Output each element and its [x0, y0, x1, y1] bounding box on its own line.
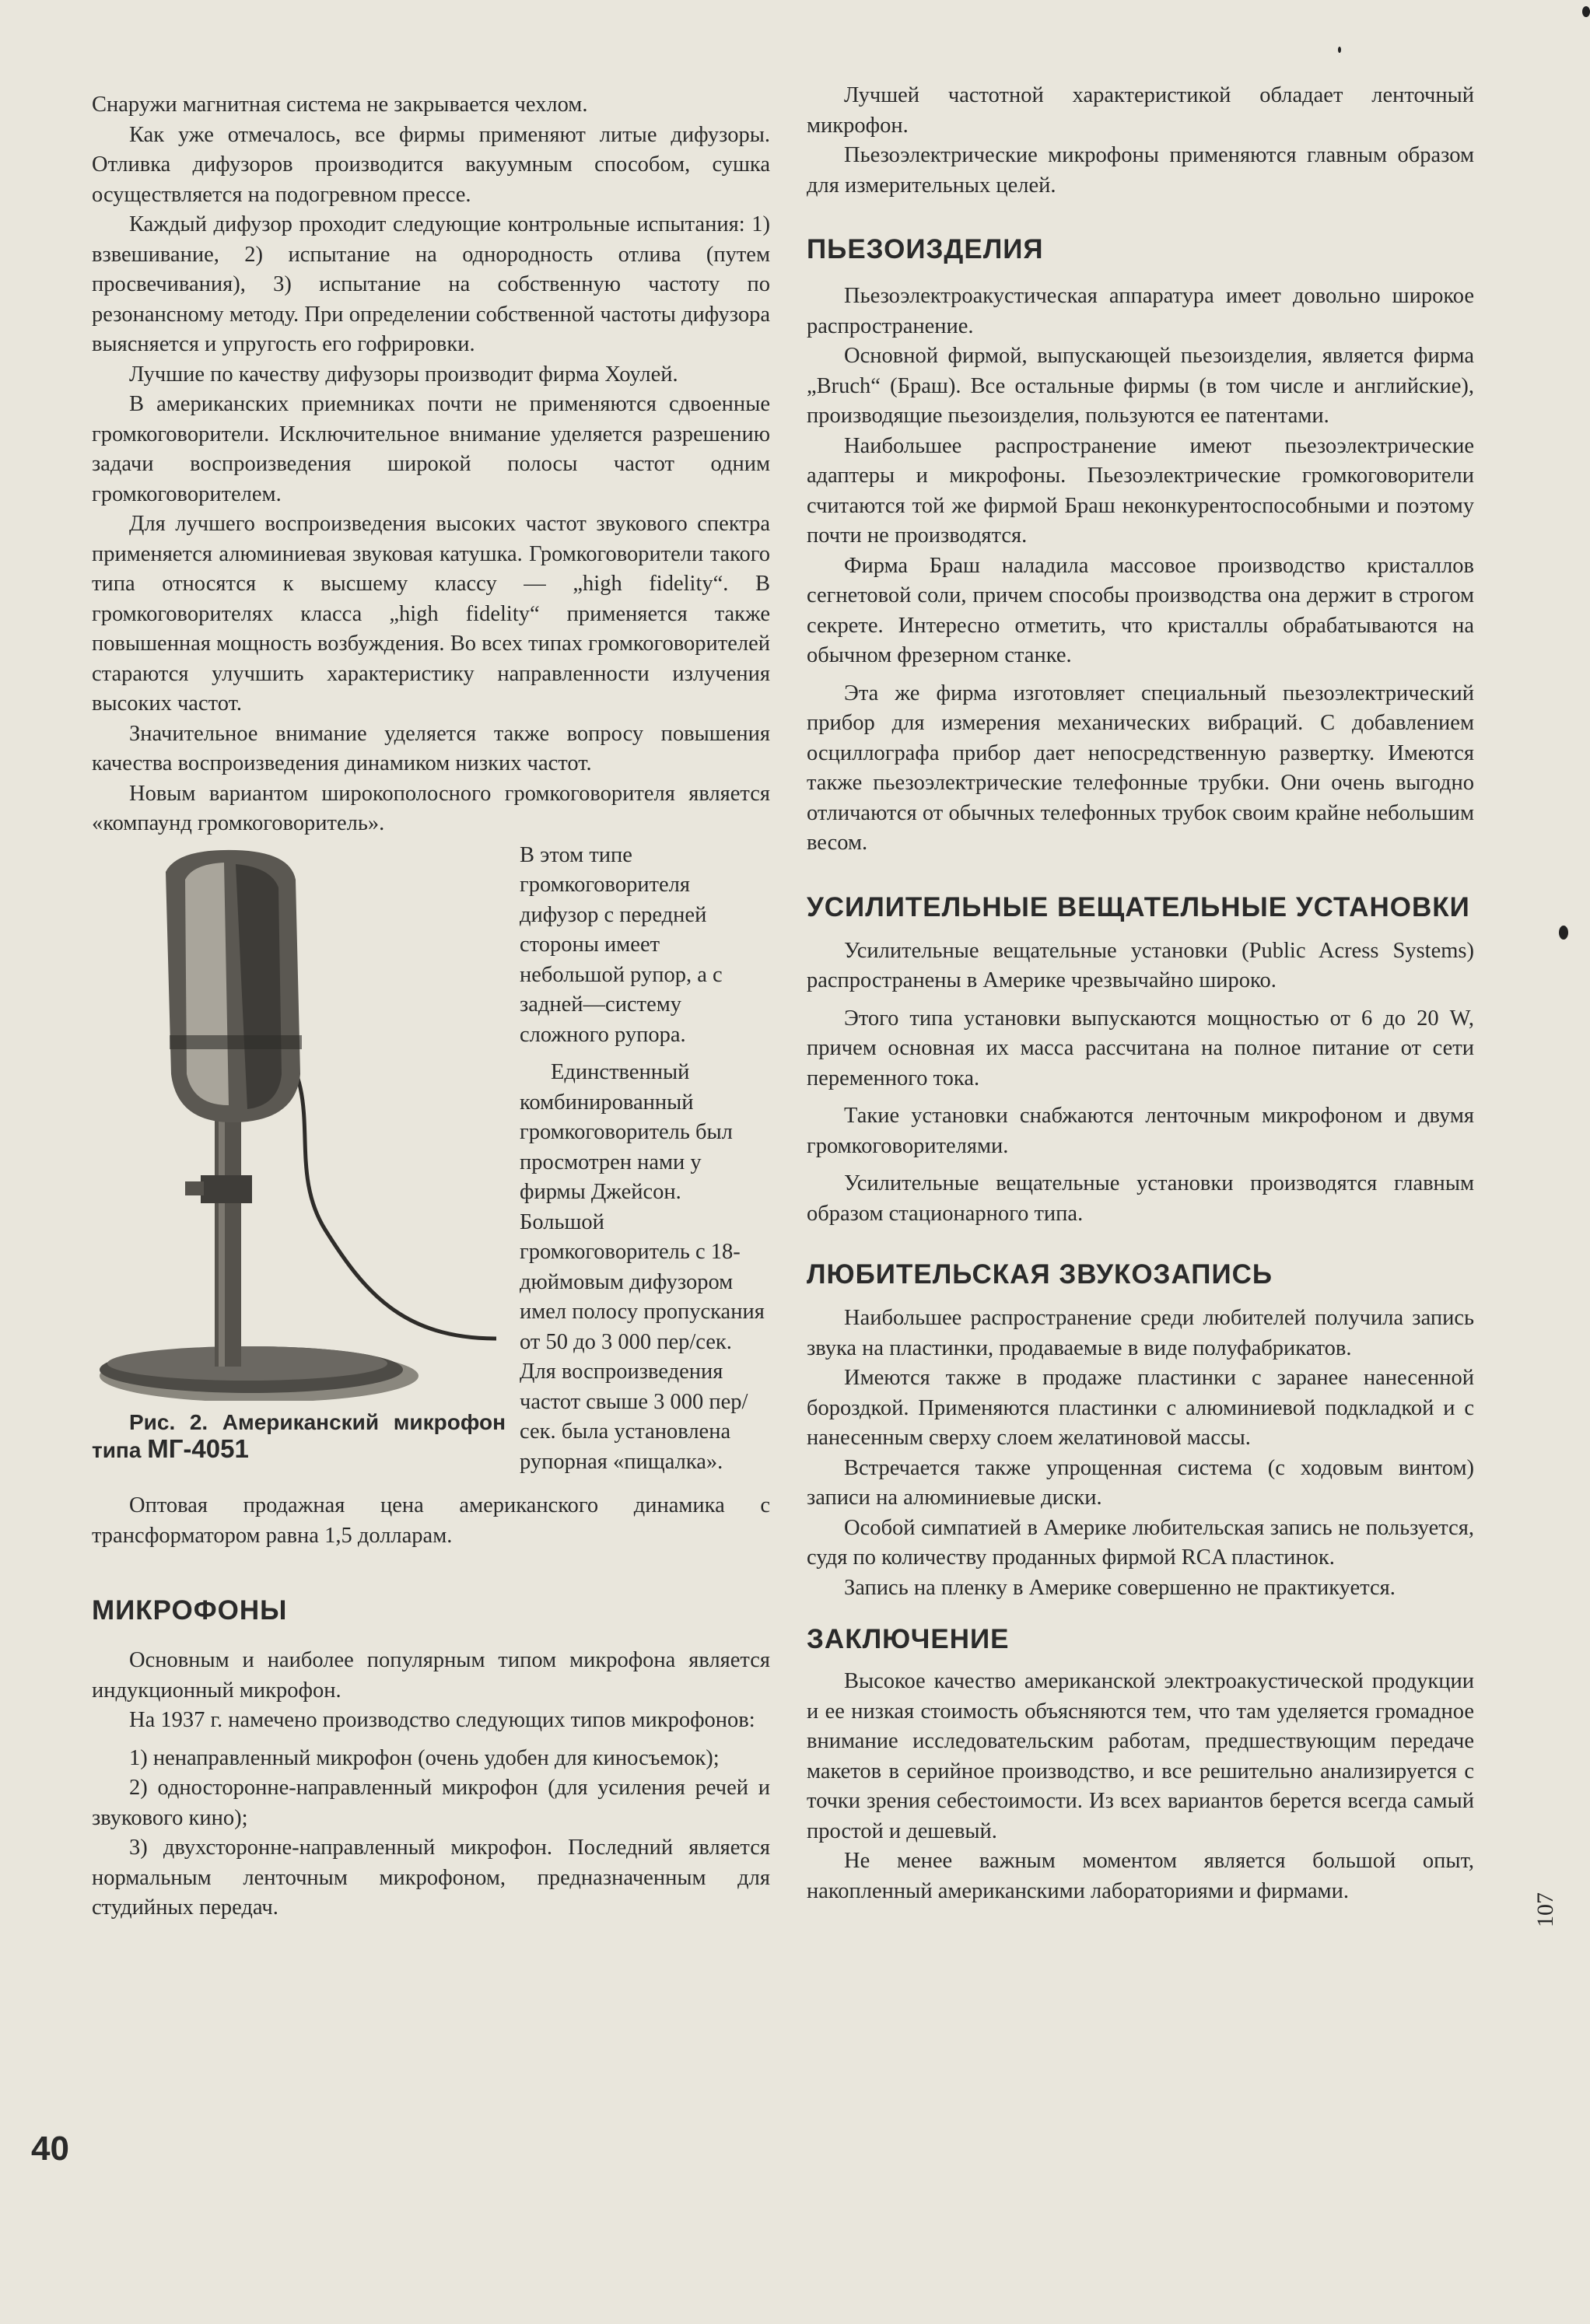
- paragraph: Усилительные вещательные установки (Public Acress Systems) распространены в Америке чрезвычайно широко.: [807, 938, 1474, 992]
- paragraph: Не менее важным моментом является большой опыт, накопленный американскими лабораториями и фирмами.: [807, 1849, 1474, 1903]
- paragraph: Запись на пленку в Америке совершенно не практикуется.: [844, 1575, 1396, 1600]
- paragraph: Лучшие по качеству дифузоры производит фирма Хоулей.: [129, 362, 678, 387]
- figure-caption: [92, 1409, 506, 1464]
- caption-text: Рис. 2. Американский микрофон типа: [92, 1410, 506, 1462]
- paragraph: Пьезоэлектрические микрофоны применяются главным образом для измерительных целей.: [807, 143, 1474, 198]
- left-column: [92, 90, 770, 1923]
- paragraph: Основным и наиболее популярным типом микрофона является индукционный микрофон.: [92, 1648, 770, 1703]
- paragraph: Усилительные вещательные установки производятся главным образом стационарного типа.: [807, 1171, 1474, 1226]
- list-item: 3) двухсторонне-направленный микрофон. Последний является нормальным ленточным микрофоном, предназначенным для студийных передач.: [92, 1836, 770, 1920]
- paragraph: Снаружи магнитная система не закрывается чехлом.: [92, 93, 588, 117]
- section-heading-piezo: ПЬЕЗОИЗДЕЛИЯ: [807, 234, 1044, 264]
- paragraph: В этом типе громкоговорителя дифузор с передней стороны имеет небольшой рупор, а с задней—систему сложного рупора.: [520, 842, 723, 1047]
- paragraph: Как уже отмечалось, все фирмы применяют литые дифузоры. Отливка дифузоров производится вакуумным способом, сушка осуществляется на подогревном прессе.: [92, 122, 770, 207]
- section-heading-microphones: МИКРОФОНЫ: [92, 1595, 288, 1626]
- paragraph: Встречается также упрощенная система (с ходовым винтом) записи на алюминиевые диски.: [807, 1455, 1474, 1510]
- wrap-text: [520, 841, 770, 1478]
- paragraph: Имеются также в продаже пластинки с заранее нанесенной бороздкой. Применяются пластинки с алюминиевой подкладкой и с нанесенным сверху слоем желатиновой массы.: [807, 1366, 1474, 1450]
- section-heading-amplifiers: УСИЛИТЕЛЬНЫЕ ВЕЩАТЕЛЬНЫЕ УСТАНОВКИ: [807, 891, 1470, 922]
- microphone-photo: [92, 841, 506, 1401]
- paragraph: Каждый дифузор проходит следующие контрольные испытания: 1) взвешивание, 2) испытание на однородность отлива (путем просвечивания), 3) испытание на собственную частоту по резонансному методу. При определении собственной частоты дифузора выясняется и упругость его гофрировки.: [92, 212, 770, 356]
- page-number-left: 40: [31, 2130, 69, 2168]
- section-heading-conclusion: ЗАКЛЮЧЕНИЕ: [807, 1624, 1010, 1654]
- list-item: 2) односторонне-направленный микрофон (для усиления речей и звукового кино);: [92, 1776, 770, 1830]
- paragraph: На 1937 г. намечено производство следующих типов микрофонов:: [129, 1708, 755, 1732]
- paragraph: Наибольшее распространение среди любителей получила запись звука на пластинки, продаваемые в виде полуфабрикатов.: [807, 1306, 1474, 1360]
- paragraph: Этого типа установки выпускаются мощностью от 6 до 20 W, причем основная их масса рассчитана на полное питание от сети переменного тока.: [807, 1006, 1474, 1090]
- caption-model: МГ-4051: [147, 1434, 249, 1463]
- paragraph: Пьезоэлектроакустическая аппаратура имеет довольно широкое распространение.: [807, 284, 1474, 338]
- figure-with-text: [92, 841, 770, 1478]
- paragraph: Новым вариантом широкополосного громкоговорителя является «компаунд громкоговоритель».: [92, 781, 770, 835]
- print-speck: [1582, 6, 1590, 17]
- list-item: 1) ненаправленный микрофон (очень удобен для киносъемок);: [129, 1745, 720, 1770]
- paragraph: Фирма Браш наладила массовое производство кристаллов сегнетовой соли, причем способы производства она держит в строгом секрете. Интересно отметить, что кристаллы обрабатываются на обычном фрезерном станке.: [807, 553, 1474, 667]
- paragraph: Такие установки снабжаются ленточным микрофоном и двумя громкоговорителями.: [807, 1104, 1474, 1158]
- paragraph: Для лучшего воспроизведения высоких частот звукового спектра применяется алюминиевая звуковая катушка. Громкоговорители такого типа относятся к высшему классу — „high fidelity“. В громкоговорителях класса „high fidelity“ применяется также повышенная мощность возбуждения. Во всех типах громкоговорителей стараются улучшить характеристику направленности излучения высоких частот.: [92, 512, 770, 716]
- paragraph: В американских приемниках почти не применяются сдвоенные громкоговорители. Исключительное внимание уделяется разрешению задачи воспроизведения широкой полосы частот одним громкоговорителем.: [92, 392, 770, 506]
- print-speck: [1338, 47, 1341, 53]
- paragraph: Значительное внимание уделяется также вопросу повышения качества воспроизведения динамиком низких частот.: [92, 721, 770, 775]
- paragraph: Наибольшее распространение имеют пьезоэлектрические адаптеры и микрофоны. Пьезоэлектрические громкоговорители считаются той же фирмой Браш неконкурентоспособными и поэтому почти не производятся.: [807, 433, 1474, 548]
- figure-microphone: [92, 841, 506, 1465]
- page-number-right: 107: [1532, 1892, 1558, 1927]
- paragraph: Оптовая продажная цена американского динамика с трансформатором равна 1,5 долларам.: [92, 1493, 770, 1548]
- print-speck: [1559, 926, 1568, 940]
- right-column: [807, 81, 1474, 1906]
- section-heading-amateur-recording: ЛЮБИТЕЛЬСКАЯ ЗВУКОЗАПИСЬ: [807, 1259, 1273, 1290]
- paragraph: Единственный комбинированный громкоговоритель был просмотрен нами у фирмы Джейсон. Большой громкоговоритель с 18-дюймовым дифузором имел полосу пропускания от 50 до 3 000 пер/сек. Для воспроизведения частот свыше 3 000 пер/сек. была установлена рупорная «пищалка».: [520, 1060, 765, 1474]
- paragraph: Лучшей частотной характеристикой обладает ленточный микрофон.: [807, 83, 1474, 138]
- paragraph: Эта же фирма изготовляет специальный пьезоэлектрический прибор для измерения механических вибраций. С добавлением осциллографа прибор дает непосредственную развертку. Имеются также пьезоэлектрические телефонные трубки. Они очень выгодно отличаются от обычных телефонных трубок своим крайне небольшим весом.: [807, 681, 1474, 855]
- paragraph: Основной фирмой, выпускающей пьезоизделия, является фирма „Bruch“ (Браш). Все остальные фирмы (в том числе и английские), производящие пьезоизделия, пользуются ее патентами.: [807, 344, 1474, 428]
- paragraph: Высокое качество американской электроакустической продукции и ее низкая стоимость объясняются тем, что там уделяется громадное внимание исследовательским работам, предшествующим передаче макетов в серийное производство, и все решительно анализируется с точки зрения себестоимости. Из всех вариантов берется всегда самый простой и дешевый.: [807, 1669, 1474, 1843]
- paragraph: Особой симпатией в Америке любительская запись не пользуется, судя по количеству проданных фирмой RCA пластинок.: [807, 1515, 1474, 1570]
